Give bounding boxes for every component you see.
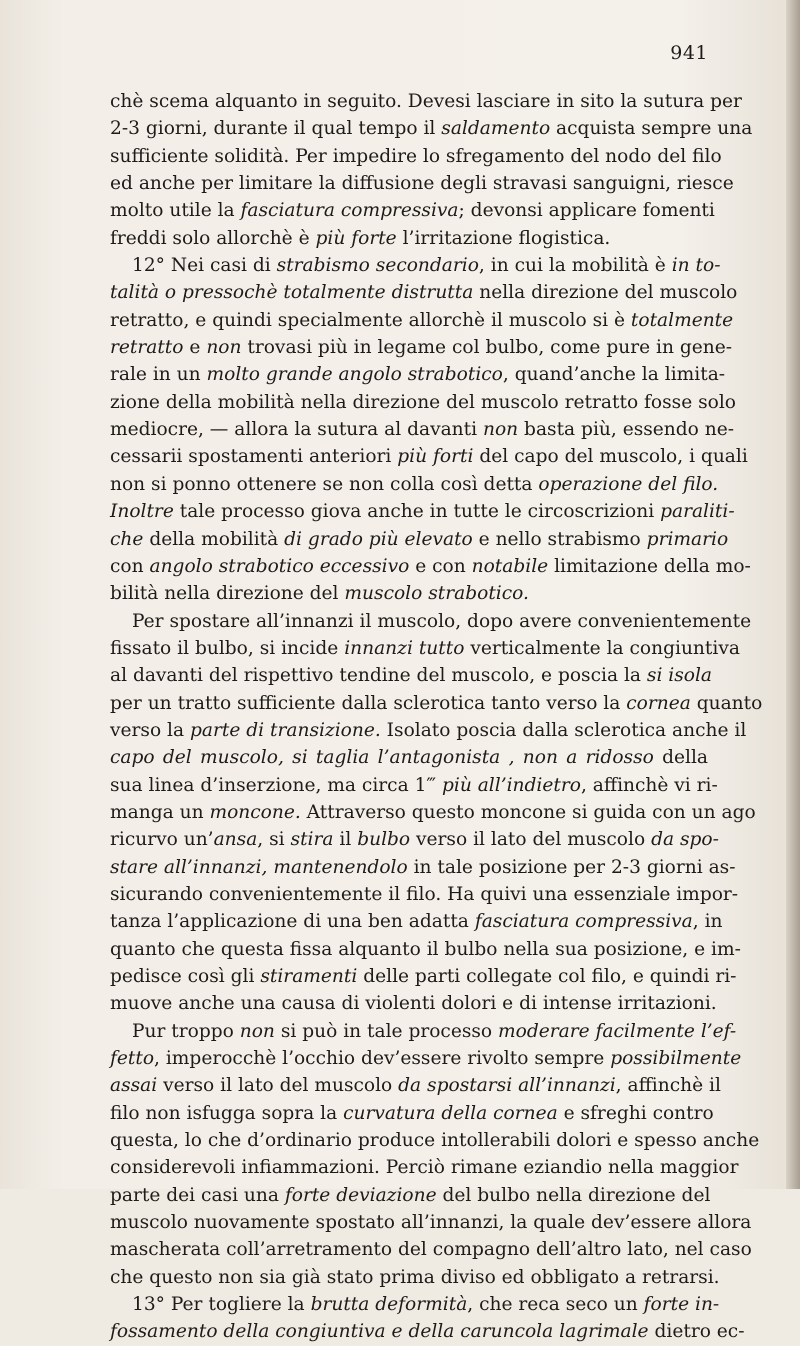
text-line: filo non isfugga sopra la curvatura della cornea e sfreghi contro: [110, 1102, 714, 1124]
text-line: cessarii spostamenti anteriori più forti del capo del muscolo, i quali: [110, 446, 748, 468]
text-line: fetto, imperocchè l’occhio dev’essere rivolto sempre possibilmente: [110, 1048, 742, 1070]
text-line: 2-3 giorni, durante il qual tempo il saldamento acquista sempre una: [110, 118, 753, 140]
text-line: fossamento della congiuntiva e della caruncola lagrimale dietro ec-: [110, 1321, 745, 1343]
text-line: mediocre, — allora la sutura al davanti non basta più, essendo ne-: [110, 419, 735, 441]
text-line: stare all’innanzi, mantenendolo in tale posizione per 2-3 giorni as-: [110, 856, 736, 878]
text-line: sufficiente solidità. Per impedire lo sfregamento del nodo del filo: [110, 145, 722, 167]
text-line: che della mobilità di grado più elevato e nello strabismo primario: [110, 528, 729, 550]
text-line: questa, lo che d’ordinario produce intollerabili dolori e spesso anche: [110, 1130, 760, 1152]
page-number: 941: [670, 42, 708, 64]
text-line: parte dei casi una forte deviazione del bulbo nella direzione del: [110, 1184, 711, 1206]
text-line: non si ponno ottenere se non colla così detta operazione del filo.: [110, 473, 719, 495]
text-line: 12° Nei casi di strabismo secondario, in cui la mobilità è in to-: [132, 255, 721, 277]
text-line: molto utile la fasciatura compressiva; devonsi applicare fomenti: [110, 200, 715, 222]
text-line: Inoltre tale processo giova anche in tutte le circoscrizioni paraliti-: [110, 501, 735, 523]
text-line: retratto, e quindi specialmente allorchè il muscolo si è totalmente: [110, 309, 734, 331]
text-line: 13° Per togliere la brutta deformità, che reca seco un forte in-: [132, 1294, 720, 1316]
text-line: quanto che questa fissa alquanto il bulbo nella sua posizione, e im-: [110, 938, 741, 960]
text-line: muscolo nuovamente spostato all’innanzi, la quale dev’essere allora: [110, 1212, 752, 1234]
text-line: assai verso il lato del muscolo da spostarsi all’innanzi, affinchè il: [110, 1075, 721, 1097]
body-text: [110, 88, 763, 1346]
text-line: chè scema alquanto in seguito. Devesi lasciare in sito la sutura per: [110, 91, 742, 112]
text-line: sicurando convenientemente il filo. Ha quivi una essenziale impor-: [110, 883, 739, 905]
text-line: ed anche per limitare la diffusione degli stravasi sanguigni, riesce: [110, 173, 734, 195]
text-line: Pur troppo non si può in tale processo moderare facilmente l’ef-: [132, 1020, 737, 1042]
page-edge-shadow: [786, 0, 800, 1189]
text-line: retratto e non trovasi più in legame col bulbo, come pure in gene-: [110, 337, 733, 359]
text-line: con angolo strabotico eccessivo e con notabile limitazione della mo-: [110, 555, 751, 577]
text-line: pedisce così gli stiramenti delle parti collegate col filo, e quindi ri-: [110, 966, 737, 987]
text-line: considerevoli infiammazioni. Perciò rimane eziandio nella maggior: [110, 1157, 739, 1179]
text-line: che questo non sia già stato prima diviso ed obbligato a retrarsi.: [110, 1266, 720, 1288]
text-line: tanza l’applicazione di una ben adatta fasciatura compressiva, in: [110, 911, 723, 933]
text-line: capo del muscolo, si taglia l’antagonista , non a ridosso della: [110, 747, 708, 769]
text-line: per un tratto sufficiente dalla sclerotica tanto verso la cornea quanto: [110, 692, 763, 714]
text-line: ricurvo un’ansa, si stira il bulbo verso il lato del muscolo da spo-: [110, 829, 719, 851]
text-line: sua linea d’inserzione, ma circa 1‴ più all’indietro, affinchè vi ri-: [110, 774, 718, 796]
text-line: al davanti del rispettivo tendine del muscolo, e poscia la si isola: [110, 665, 713, 687]
text-line: freddi solo allorchè è più forte l’irritazione flogistica.: [110, 227, 611, 249]
text-line: Per spostare all’innanzi il muscolo, dopo avere convenientemente: [132, 610, 752, 632]
text-line: mascherata coll’arretramento del compagno dell’altro lato, nel caso: [110, 1239, 752, 1261]
text-line: manga un moncone. Attraverso questo moncone si guida con un ago: [110, 801, 756, 823]
text-line: zione della mobilità nella direzione del muscolo retratto fosse solo: [110, 391, 737, 413]
text-line: muove anche una causa di violenti dolori e di intense irritazioni.: [110, 993, 717, 1015]
text-line: rale in un molto grande angolo strabotico, quand’anche la limita-: [110, 364, 726, 386]
text-line: fissato il bulbo, si incide innanzi tutto verticalmente la congiuntiva: [110, 637, 740, 659]
text-line: bilità nella direzione del muscolo strabotico.: [110, 583, 529, 605]
text-line: talità o pressochè totalmente distrutta nella direzione del muscolo: [110, 282, 738, 304]
text-line: verso la parte di transizione. Isolato poscia dalla sclerotica anche il: [110, 719, 747, 741]
